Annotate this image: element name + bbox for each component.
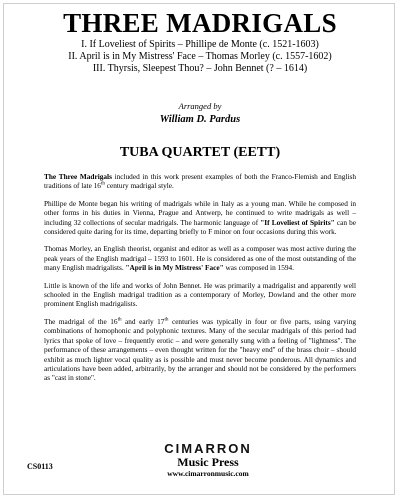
notes-text: Thomas Morley, an English theorist, organist and editor as well as a composer was most active during the peak years of the English madrigal – 1593 to 1601. He is considered as one of the most outstanding of the many English madrigalists. [44, 244, 356, 273]
notes-paragraph-4: Little is known of the life and works of John Bennet. He was primarily a madrigalist and apparently well schooled in the English madrigal tradition as a contemporary of Morley, Dowland and the other more prominent English madrigalists. [44, 280, 356, 309]
ordinal-sup: th [117, 316, 122, 323]
notes-paragraph-1 [44, 172, 356, 191]
notes-text: can be considered quite daring for its time, departing briefly to F minor on four occasions during this work. [44, 217, 356, 237]
catalog-code: CS0113 [27, 462, 53, 471]
page-title: THREE MADRIGALS [63, 8, 337, 38]
notes-text: centuries was typically in four or five parts, using varying combinations of homophonic and polyphonic textures. Many of the secular madrigals of this period had lyrics that spoke of love – frequently erotic – and were generally sung with a feeling of "lightness". The performance of these arrangements – even thought written for the "heavy end" of the brass choir – should exhibit as much lighter vocal quality as is possible and must never become ponderous. All dynamics and articulations have been added, arbitrarily, by the arranger and should not be considered by the performers as "cast in stone". [44, 316, 357, 383]
notes-paragraph-3 [44, 244, 356, 272]
song-title-bold: "April is in My Mistress' Face" [125, 263, 224, 273]
piece-item-1: I. If Loveliest of Spirits – Phillipe de Monte (c. 1521-1603) [81, 39, 319, 50]
ordinal-sup: th [100, 180, 105, 187]
piece-item-2: II. April is in My Mistress' Face – Thomas Morley (c. 1557-1602) [68, 51, 332, 62]
song-title-bold: "If Loveliest of Spirits" [260, 217, 335, 227]
notes-text: and early 17 [121, 316, 165, 326]
publisher-logo [155, 442, 261, 478]
publisher-url: www.cimarronmusic.com [167, 469, 249, 478]
publisher-subtitle: Music Press [177, 455, 239, 469]
program-notes [44, 172, 356, 391]
notes-text: included in this work present examples of both the Franco-Flemish and English traditions of late 16 [44, 172, 356, 191]
notes-text: century madrigal style. [104, 181, 174, 191]
notes-text: Phillipe de Monte began his writing of madrigals while in Italy as a young man. While he composed in other forms in his duties in Vienna, Prague and Antwerp, he continued to write madrigals as well – including 32 collections of secular madrigals. The harmonic language of [44, 198, 356, 227]
notes-text: The madrigal of the 16 [44, 316, 118, 326]
publisher-name: CIMARRON [164, 441, 252, 456]
notes-paragraph-5 [44, 317, 356, 383]
arranged-by-label: Arranged by [178, 101, 222, 111]
notes-text: was composed in 1594. [223, 263, 294, 273]
piece-list [0, 39, 400, 75]
arranger-name: William D. Pardus [159, 114, 241, 125]
ensemble-heading: TUBA QUARTET (EETT) [119, 145, 281, 160]
piece-item-3: III. Thyrsis, Sleepest Thou? – John Bennet (? – 1614) [92, 63, 308, 74]
work-title-bold: The Three Madrigals [44, 172, 112, 181]
notes-paragraph-2 [44, 199, 356, 237]
ordinal-sup: th [164, 316, 169, 323]
